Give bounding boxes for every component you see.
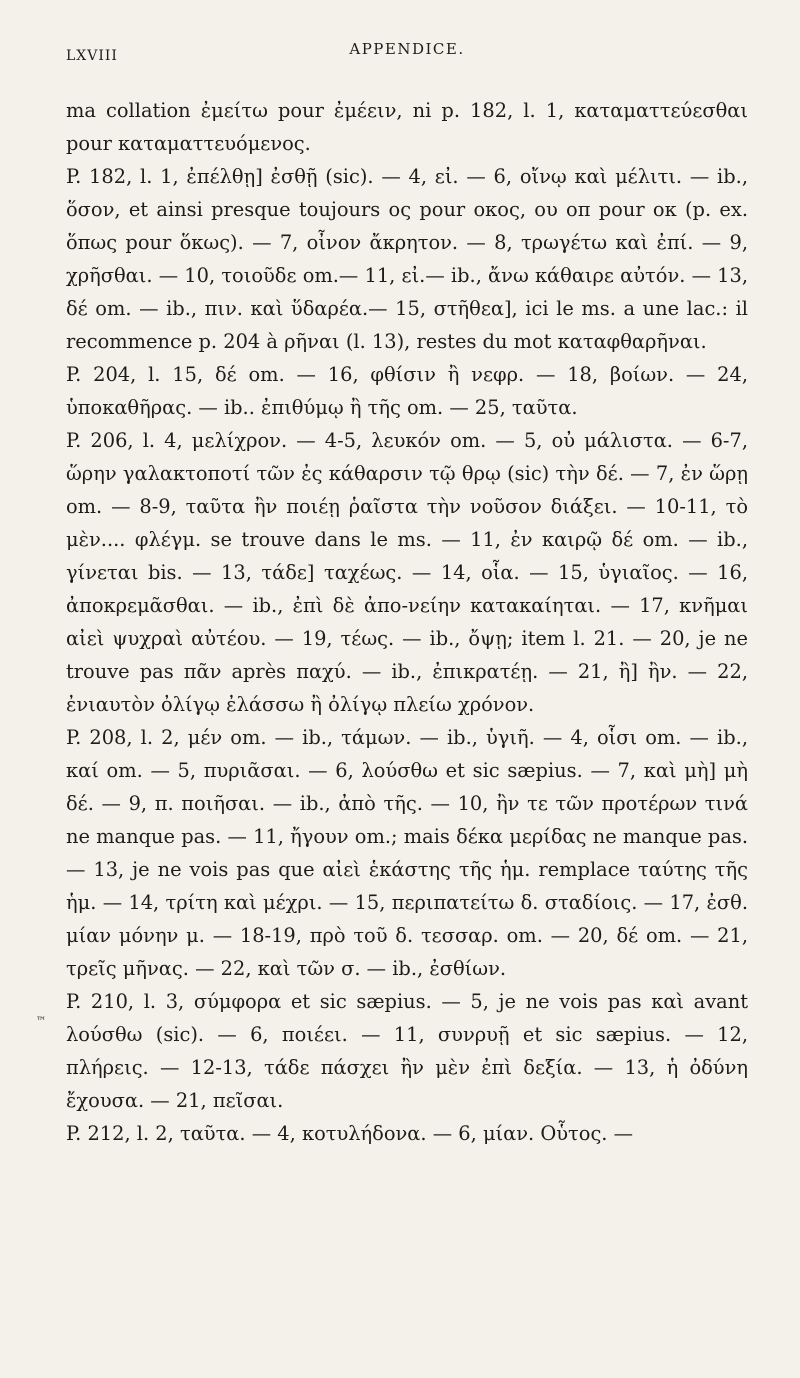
paragraph-collation: ma collation ἐμείτω pour ἐμέειν, ni p. 182, l. 1, καταματτεύεσθαι pour καταματτευόμενος. <box>66 99 748 155</box>
paragraph-p206: P. 206, l. 4, μελίχρον. — 4-5, λευκόν om. — 5, οὐ μάλιστα. — 6-7, ὥρην γαλακτοποτί τῶν ἐς κάθαρσιν τῷ θρῳ (sic) τὴν δέ. — 7, ἐν ὥρῃ om. — 8-9, ταῦτα ἢν ποιέῃ ῥαῖστα τὴν νοῦσον διάξει. — 10-11, τὸ μὲν.... φλέγμ. se trouve dans le ms. — 11, ἐν καιρῷ δέ om. — ib., γίνεται bis. — 13, τάδε] ταχέως. — 14, οἷα. — 15, ὑγιαῖος. — 16, ἀποκρεμᾶσθαι. — ib., ἐπὶ δὲ ἀπο-νείην κατακαίηται. — 17, κνῆμαι αἰεὶ ψυχραὶ αὐτέου. — 19, τέως. — ib., ὄψῃ; item l. 21. — 20, je ne trouve pas πᾶν après παχύ. — ib., ἐπικρατέῃ. — 21, ἢ] ἢν. — 22, ἐνιαυτὸν ὀλίγῳ ἐλάσσω ἢ ὀλίγῳ πλείω χρόνον. <box>66 429 748 716</box>
running-head: APPENDICE. <box>349 40 465 58</box>
margin-mark: ™ <box>36 1016 46 1027</box>
paragraph-p208: P. 208, l. 2, μέν om. — ib., τάμων. — ib., ὑγιῆ. — 4, οἷσι om. — ib., καί om. — 5, πυριᾶσαι. — 6, λούσθω et sic sæpius. — 7, καὶ μὴ] μὴ δέ. — 9, π. ποιῆσαι. — ib., ἀπὸ τῆς. — 10, ἢν τε τῶν προτέρων τινά ne manque pas. — 11, ἤγουν om.; mais δέκα μερίδας ne manque pas. — 13, je ne vois pas que αἰεὶ ἑκάστης τῆς ἡμ. remplace ταύτης τῆς ἡμ. — 14, τρίτη καὶ μέχρι. — 15, περιπατείτω δ. σταδίοις. — 17, ἐσθ. μίαν μόνην μ. — 18-19, πρὸ τοῦ δ. τεσσαρ. om. — 20, δέ om. — 21, τρεῖς μῆνας. — 22, καὶ τῶν σ. — ib., ἐσθίων. <box>66 726 748 980</box>
paragraph-p212: P. 212, l. 2, ταῦτα. — 4, κοτυλήδονα. — 6, μίαν. Οὗτος. — <box>66 1122 634 1145</box>
paragraph-p204: P. 204, l. 15, δέ om. — 16, φθίσιν ἢ νεφρ. — 18, βοίων. — 24, ὑποκαθῆρας. — ib.. ἐπιθύμῳ ἢ τῆς om. — 25, ταῦτα. <box>66 363 748 419</box>
page-header <box>66 38 748 68</box>
paragraph-p182: P. 182, l. 1, ἐπέλθῃ] ἐσθῇ (sic). — 4, εἰ. — 6, οἴνῳ καὶ μέλιτι. — ib., ὅσον, et ainsi presque toujours ος pour οκος, ου οπ pour οκ (p. ex. ὅπως pour ὅκως). — 7, οἶνον ἄκρητον. — 8, τρωγέτω καὶ ἐπί. — 9, χρῆσθαι. — 10, τοιοῦδε om.— 11, εἰ.— ib., ἄνω κάθαιρε αὐτόν. — 13, δέ om. — ib., πιν. καὶ ὕδαρέα.— 15, στῆθεα], ici le ms. a une lac.: il recommence p. 204 à ρῆναι (l. 13), restes du mot καταφθαρῆναι. <box>66 165 748 353</box>
body-text <box>66 94 748 1150</box>
folio-number: LXVIII <box>66 48 118 64</box>
paragraph-p210: P. 210, l. 3, σύμφορα et sic sæpius. — 5, je ne vois pas καὶ avant λούσθω (sic). — 6, ποιέει. — 11, συνρυῇ et sic sæpius. — 12, πλήρεις. — 12-13, τάδε πάσχει ἢν μὲν ἐπὶ δεξία. — 13, ἡ ὀδύνη ἔχουσα. — 21, πεῖσαι. <box>66 990 748 1112</box>
